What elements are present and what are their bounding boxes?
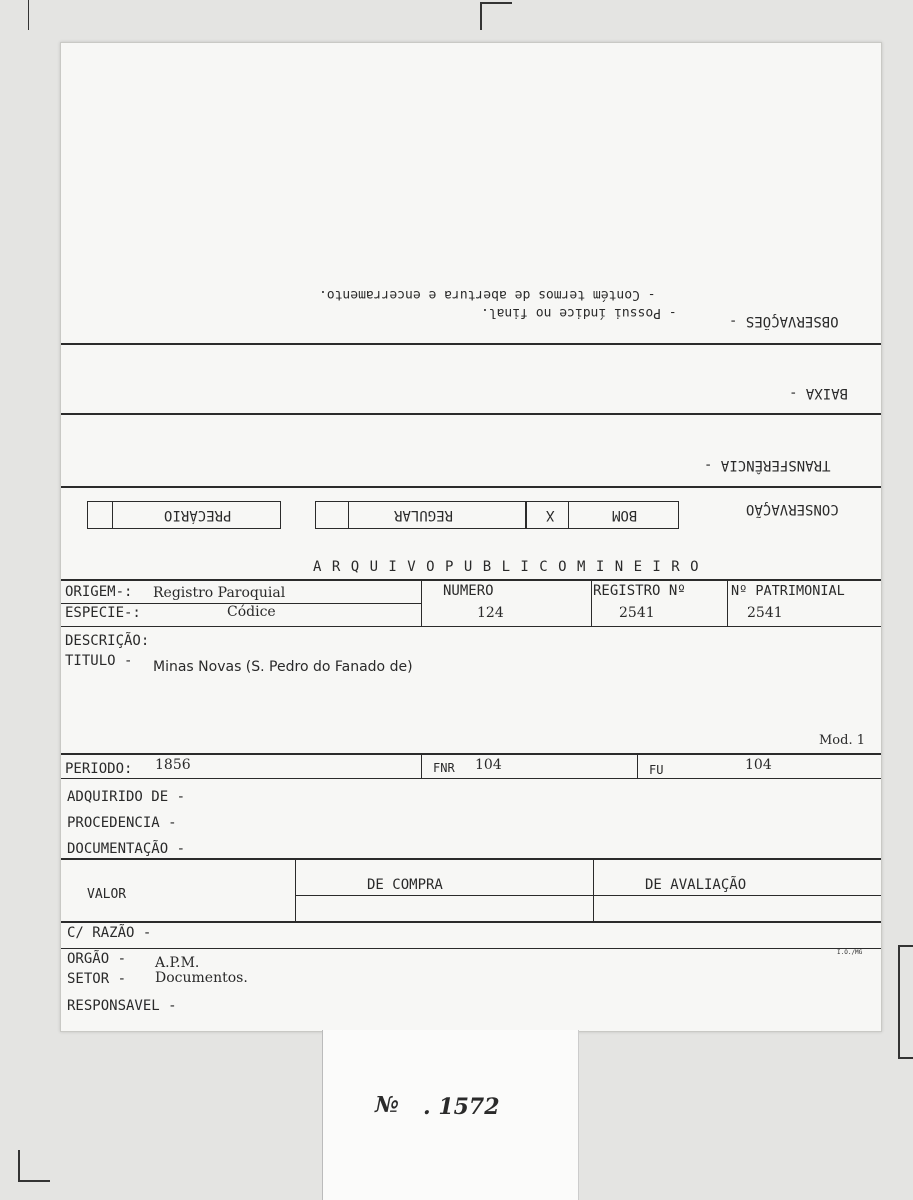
fu-label: FU xyxy=(649,763,664,777)
orgao-label: ORGÃO - xyxy=(67,951,127,967)
crop-mark-bottom-left xyxy=(18,1150,50,1182)
patrimonial-label: Nº PATRIMONIAL xyxy=(731,583,845,599)
adquirido-label: ADQUIRIDO DE - xyxy=(67,789,186,805)
precario-box xyxy=(87,501,281,529)
header-line xyxy=(61,579,881,581)
number-sign: № xyxy=(375,1092,399,1118)
responsavel-label: RESPONSAVEL - xyxy=(67,998,177,1014)
titulo-label: TITULO - xyxy=(65,653,133,669)
observation-line-1: - Possui índice no final. xyxy=(481,305,677,320)
setor-value: Documentos. xyxy=(155,970,248,986)
printer-mark: I.O./MG xyxy=(837,949,863,956)
periodo-label: PERIODO: xyxy=(65,761,133,777)
crop-mark-top-left xyxy=(0,0,29,30)
de-avaliacao-label: DE AVALIAÇÃO xyxy=(645,877,747,893)
transferencia-label: TRANSFERÊNCIA - xyxy=(704,457,831,473)
origem-label: ORIGEM-: xyxy=(65,584,133,600)
numero-label: NUMERO xyxy=(443,583,494,599)
number-stamp xyxy=(322,1030,579,1200)
especie-label: ESPECIE-: xyxy=(65,605,141,621)
periodo-value: 1856 xyxy=(155,757,191,773)
bom-mark: X xyxy=(546,507,555,523)
divider-baixa xyxy=(61,413,881,415)
de-compra-label: DE COMPRA xyxy=(367,877,443,893)
origem-value: Registro Paroquial xyxy=(153,585,286,601)
bom-box xyxy=(525,501,679,529)
archive-record-card xyxy=(60,42,882,1032)
crop-mark-top-center xyxy=(480,2,512,30)
archive-name: A R Q U I V O P U B L I C O M I N E I R O xyxy=(313,559,700,575)
descricao-label: DESCRIÇÃO: xyxy=(65,633,150,649)
mod-label: Mod. 1 xyxy=(819,733,865,748)
divider-transferencia xyxy=(61,486,881,488)
observacoes-label: OBSERVAÇÕES - xyxy=(729,313,839,329)
fu-value: 104 xyxy=(745,757,772,773)
setor-label: SETOR - xyxy=(67,971,127,987)
baixa-label: BAIXA - xyxy=(789,385,849,401)
orgao-value: A.P.M. xyxy=(155,955,200,971)
documentacao-label: DOCUMENTAÇÃO - xyxy=(67,841,186,857)
observation-line-2: - Contém termos de abertura e encerramento. xyxy=(319,287,656,302)
valor-label: VALOR xyxy=(87,887,127,902)
regular-label: REGULAR xyxy=(394,507,454,523)
registro-value: 2541 xyxy=(619,605,655,621)
razao-label: C/ RAZÃO - xyxy=(67,925,152,941)
registro-label: REGISTRO Nº xyxy=(593,583,686,599)
number-value: . 1572 xyxy=(423,1094,500,1120)
titulo-value: Minas Novas (S. Pedro do Fanado de) xyxy=(153,659,413,675)
regular-box xyxy=(315,501,527,529)
conservacao-label: CONSERVAÇÃO xyxy=(746,501,839,517)
fnr-value: 104 xyxy=(475,757,502,773)
bom-label: BOM xyxy=(612,507,638,523)
numero-value: 124 xyxy=(477,605,504,621)
fnr-label: FNR xyxy=(433,761,455,775)
divider-observacoes xyxy=(61,343,881,345)
patrimonial-value: 2541 xyxy=(747,605,783,621)
procedencia-label: PROCEDENCIA - xyxy=(67,815,177,831)
precario-label: PRECÁRIO xyxy=(164,507,232,523)
especie-value: Códice xyxy=(227,604,276,620)
crop-mark-right xyxy=(898,945,913,1059)
